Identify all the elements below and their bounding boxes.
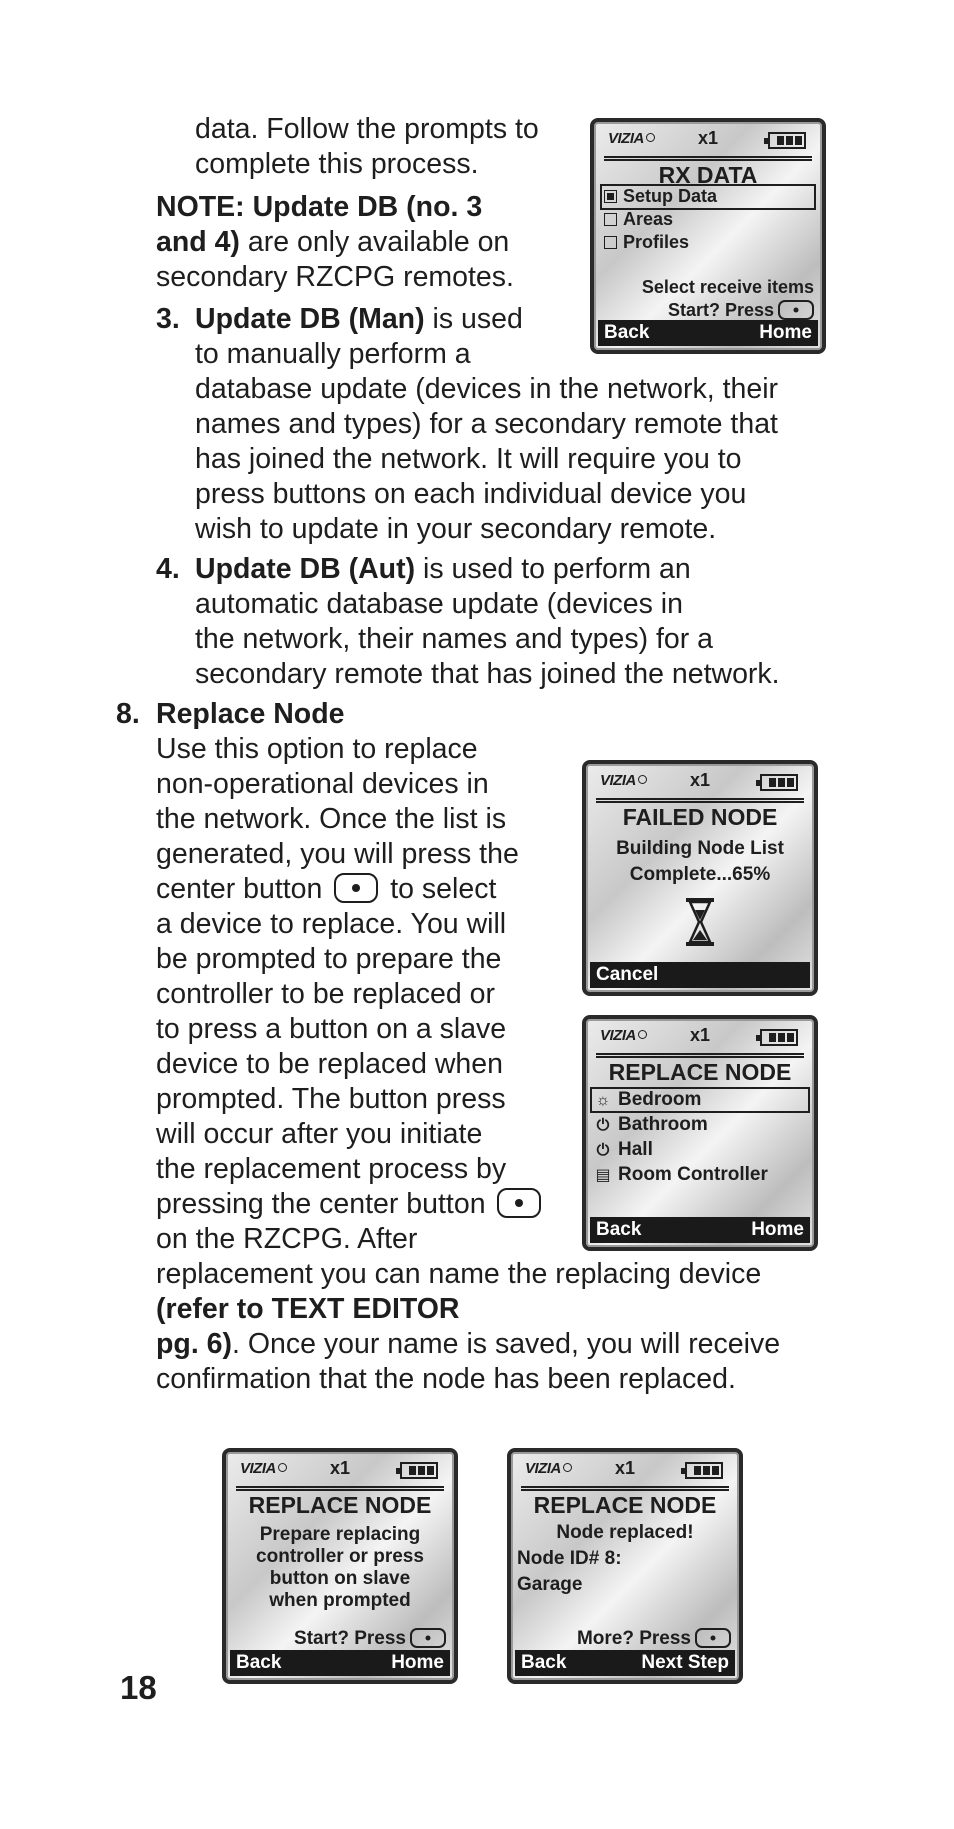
note-line <box>156 225 509 260</box>
screen-message: when prompted <box>269 1590 411 1611</box>
menu-item-areas[interactable] <box>604 209 673 230</box>
back-softkey[interactable]: Back <box>236 1652 282 1673</box>
screen-message-text: More? Press <box>576 1628 691 1649</box>
item-number: 4. <box>156 553 180 585</box>
center-button-icon <box>497 1188 541 1218</box>
note-line: secondary RZCPG remotes. <box>156 261 514 293</box>
vizia-logo-icon: VIZIA <box>600 772 647 789</box>
channel-indicator: x1 <box>329 1458 351 1478</box>
cancel-softkey[interactable]: Cancel <box>596 964 659 985</box>
screen-message-text: Start? Press <box>667 300 774 320</box>
screen-message: controller or press <box>256 1546 424 1567</box>
screen-title: REPLACE NODE <box>533 1492 717 1518</box>
item4-line: automatic database update (devices in <box>195 588 683 620</box>
header-divider <box>521 1486 729 1491</box>
vizia-logo-icon: VIZIA <box>608 130 655 147</box>
para-text: to select <box>390 873 497 905</box>
screen-message: button on slave <box>269 1568 411 1589</box>
checkbox-checked-icon <box>604 190 617 203</box>
para-bold: (refer to TEXT EDITOR <box>156 1293 460 1325</box>
center-button-icon <box>334 873 378 903</box>
screen-message <box>668 300 814 321</box>
next-step-softkey[interactable]: Next Step <box>641 1652 729 1673</box>
para-line: a device to replace. You will <box>156 908 507 940</box>
node-id-text: Node ID# 8: <box>517 1548 622 1569</box>
rx-data-screen <box>590 118 826 354</box>
battery-icon <box>768 132 806 149</box>
item3-line: to manually perform a <box>195 338 471 370</box>
home-softkey[interactable]: Home <box>759 322 812 343</box>
screen-title: RX DATA <box>658 162 758 188</box>
para-line: non-operational devices in <box>156 768 489 800</box>
power-icon: ⏻ <box>596 1142 610 1159</box>
header-divider <box>596 798 804 803</box>
center-button-icon <box>778 300 814 320</box>
para-text: . Once your name is saved, you will receive <box>232 1328 781 1360</box>
checkbox-icon <box>604 213 617 226</box>
node-item-label: Room Controller <box>618 1164 768 1185</box>
para-line <box>156 1292 460 1327</box>
para-line: to press a button on a slave <box>156 1013 507 1045</box>
back-softkey[interactable]: Back <box>596 1219 642 1240</box>
replace-node-list-screen <box>582 1015 818 1251</box>
page-number: 18 <box>120 1669 157 1706</box>
screen-message <box>577 1628 731 1650</box>
para-line <box>156 1187 545 1222</box>
note-bold: and 4) <box>156 226 240 258</box>
screen-title: REPLACE NODE <box>608 1059 792 1085</box>
item3-line: wish to update in your secondary remote. <box>195 513 717 545</box>
screen-message: Prepare replacing <box>259 1524 421 1545</box>
channel-indicator: x1 <box>697 128 719 148</box>
item-number: 3. <box>156 303 180 335</box>
screen-header <box>604 128 812 154</box>
channel-indicator: x1 <box>689 770 711 790</box>
item4-line <box>195 552 691 587</box>
para-line: the replacement process by <box>156 1153 507 1185</box>
node-name-text: Garage <box>517 1574 583 1595</box>
para-line: prompted. The button press <box>156 1083 506 1115</box>
para-line: will occur after you initiate <box>156 1118 483 1150</box>
header-divider <box>236 1486 444 1491</box>
battery-icon <box>760 774 798 791</box>
para-text: center button <box>156 873 323 905</box>
softkey-bar <box>590 1217 810 1243</box>
para-line <box>156 1327 780 1362</box>
screen-message-text: Start? Press <box>294 1628 406 1649</box>
section-title: Replace Node <box>156 698 345 730</box>
screen-header <box>521 1458 729 1484</box>
screen-message <box>294 1628 446 1650</box>
softkey-bar <box>230 1650 450 1676</box>
battery-icon <box>760 1029 798 1046</box>
item3-line: press buttons on each individual device you <box>195 478 747 510</box>
item3-bold: Update DB (Man) <box>195 303 425 335</box>
controller-icon: ▤ <box>595 1167 611 1184</box>
para-line: device to be replaced when <box>156 1048 503 1080</box>
para-line: Use this option to replace <box>156 733 478 765</box>
failed-node-screen <box>582 760 818 996</box>
note-bold: NOTE: Update DB (no. 3 <box>156 191 483 223</box>
item4-text: is used to perform an <box>415 553 691 585</box>
para-line: controller to be replaced or <box>156 978 496 1010</box>
back-softkey[interactable]: Back <box>604 322 650 343</box>
home-softkey[interactable]: Home <box>751 1219 804 1240</box>
menu-item-label: Areas <box>623 209 674 229</box>
center-button-icon <box>410 1628 446 1648</box>
header-divider <box>596 1053 804 1058</box>
item4-bold: Update DB (Aut) <box>195 553 416 585</box>
text-line: complete this process. <box>195 148 479 180</box>
screen-header <box>596 1025 804 1051</box>
light-bulb-icon: ☼ <box>595 1092 611 1109</box>
vizia-logo-icon: VIZIA <box>240 1460 287 1477</box>
center-button-icon <box>695 1628 731 1648</box>
menu-item-profiles[interactable] <box>604 232 689 253</box>
item3-line: has joined the network. It will require you to <box>195 443 742 475</box>
para-line: replacement you can name the replacing device <box>156 1258 762 1290</box>
note-text: are only available on <box>239 226 510 258</box>
vizia-logo-icon: VIZIA <box>525 1460 572 1477</box>
battery-icon <box>400 1462 438 1479</box>
node-item-room-controller[interactable] <box>594 1164 768 1186</box>
para-text: pressing the center button <box>156 1188 486 1220</box>
screen-header <box>236 1458 444 1484</box>
header-divider <box>604 156 812 161</box>
node-item-hall[interactable] <box>594 1139 653 1161</box>
screen-message: Building Node List <box>616 838 784 859</box>
home-softkey[interactable]: Home <box>391 1652 444 1673</box>
screen-header <box>596 770 804 796</box>
node-item-bathroom[interactable] <box>594 1114 708 1136</box>
note-line <box>156 190 482 225</box>
para-line: confirmation that the node has been replaced. <box>156 1363 736 1395</box>
replace-node-done-screen <box>507 1448 743 1684</box>
power-icon: ⏻ <box>596 1117 610 1134</box>
replace-node-prepare-screen <box>222 1448 458 1684</box>
screen-title: REPLACE NODE <box>248 1492 432 1518</box>
softkey-bar <box>590 962 810 988</box>
progress-text: Complete...65% <box>629 864 771 885</box>
section-number: 8. <box>116 698 140 730</box>
checkbox-icon <box>604 236 617 249</box>
battery-icon <box>685 1462 723 1479</box>
item3-line: names and types) for a secondary remote that <box>195 408 778 440</box>
item3-line <box>195 302 523 337</box>
node-item-label: Hall <box>618 1139 653 1160</box>
para-line: the network. Once the list is <box>156 803 507 835</box>
item4-line: the network, their names and types) for a <box>195 623 714 655</box>
softkey-bar <box>515 1650 735 1676</box>
softkey-bar <box>598 320 818 346</box>
channel-indicator: x1 <box>689 1025 711 1045</box>
node-item-bedroom[interactable] <box>594 1089 701 1111</box>
menu-item-label: Profiles <box>623 232 690 252</box>
screen-message: Node replaced! <box>556 1522 694 1543</box>
para-line: on the RZCPG. After <box>156 1223 418 1255</box>
node-item-label: Bedroom <box>618 1089 702 1110</box>
channel-indicator: x1 <box>614 1458 636 1478</box>
menu-item-label: Setup Data <box>623 186 718 206</box>
screen-message: Select receive items <box>641 277 814 297</box>
para-line: be prompted to prepare the <box>156 943 502 975</box>
item4-line: secondary remote that has joined the network. <box>195 658 780 690</box>
back-softkey[interactable]: Back <box>521 1652 567 1673</box>
node-item-label: Bathroom <box>618 1114 708 1135</box>
menu-item-setup-data[interactable] <box>604 186 717 207</box>
screen-title: FAILED NODE <box>622 804 778 830</box>
hourglass-icon <box>684 896 716 948</box>
text-line: data. Follow the prompts to <box>195 113 539 145</box>
vizia-logo-icon: VIZIA <box>600 1027 647 1044</box>
para-line <box>156 872 496 907</box>
para-bold: pg. 6) <box>156 1328 232 1360</box>
item3-text: is used <box>424 303 523 335</box>
para-line: generated, you will press the <box>156 838 519 870</box>
item3-line: database update (devices in the network, their <box>195 373 779 405</box>
